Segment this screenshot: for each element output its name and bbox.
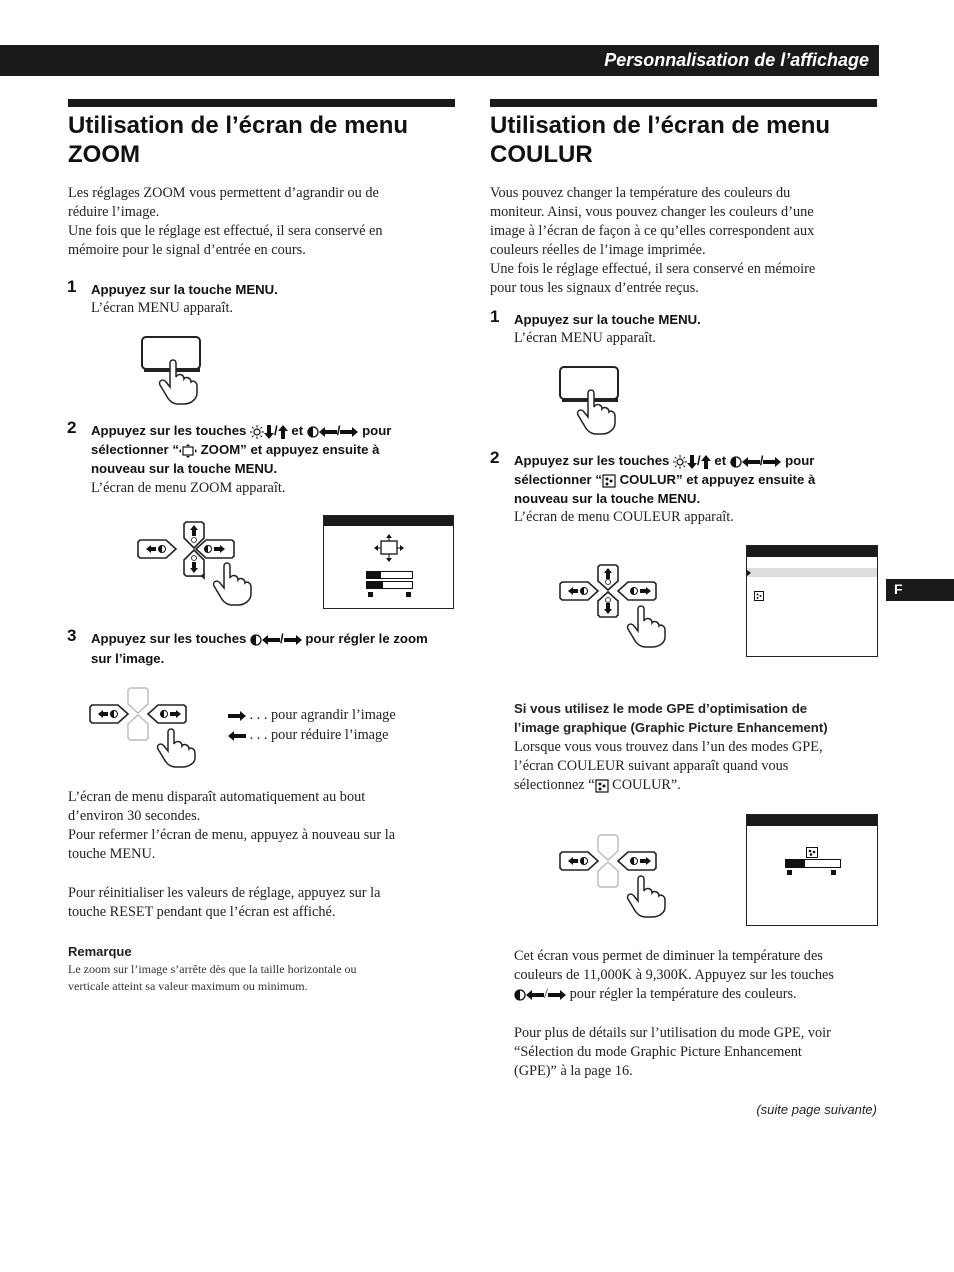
down-arrow-icon (687, 455, 697, 469)
text-line: Pour réinitialiser les valeurs de réglage, appuyez sur la (68, 885, 381, 901)
menu-button-illustration (130, 333, 210, 405)
text-line: Pour refermer l’écran de menu, appuyez à nouveau sur la (68, 827, 396, 843)
right-arrow-icon (284, 635, 302, 645)
step-text-part: pour régler le zoom (305, 631, 428, 646)
color-icon (595, 779, 609, 793)
step-text-part: / (274, 423, 278, 438)
text-line: (GPE)” à la page 16. (514, 1063, 633, 1079)
hand-pointer-icon (628, 606, 665, 647)
zoom-section-title: Utilisation de l’écran de menu ZOOM (68, 112, 409, 168)
hand-pointer-icon (214, 563, 251, 605)
text-line: verticale atteint sa valeur maximum ou minimum. (68, 979, 308, 993)
coulur-step2-line1 (514, 451, 814, 470)
control-pad-illustration (136, 520, 256, 608)
text-line: Lorsque vous vous trouvez dans l’un des modes GPE, (514, 739, 823, 755)
osd-title-bar (747, 815, 877, 826)
osd-title-bar (324, 516, 453, 526)
left-arrow-icon (319, 427, 337, 437)
step-text-part: et (291, 423, 304, 438)
step-text-part: pour (785, 453, 815, 468)
zoom-osd-screen (323, 515, 454, 609)
text-part: pour régler la température des couleurs. (569, 986, 797, 1002)
control-pad-left-right-illustration (558, 833, 673, 918)
contrast-icon (307, 426, 319, 438)
brightness-icon (673, 455, 687, 469)
legend-enlarge (228, 706, 396, 725)
contrast-icon (730, 456, 742, 468)
zoom-intro-line: Les réglages ZOOM vous permettent d’agrandir ou de (68, 185, 379, 201)
zoom-level-bar-1 (366, 571, 413, 579)
left-arrow-icon (228, 731, 246, 741)
osd-cursor-icon (747, 570, 751, 576)
zoom-step2-number: 2 (67, 418, 77, 437)
gpe-more (514, 1024, 831, 1081)
zoom-step2-line2 (91, 440, 379, 459)
text-line: Si vous utilisez le mode GPE d’optimisation de (514, 701, 808, 716)
color-icon (602, 474, 616, 488)
menu-button-illustration (550, 363, 630, 435)
coulur-step1-sub: L’écran MENU apparaît. (514, 330, 656, 346)
text-part: sélectionnez “ (514, 777, 595, 793)
text-line: / pour régler la température des couleurs. (514, 985, 834, 1004)
osd-right-arrow-icon (406, 592, 411, 597)
coulur-step2-number: 2 (490, 448, 500, 467)
text-line (514, 776, 823, 795)
step-text-part: sélectionner “ (91, 442, 179, 457)
osd-left-arrow-icon (787, 870, 792, 875)
coulur-step2-sub: L’écran de menu COULEUR apparaît. (514, 509, 734, 525)
step-text-part: / (336, 423, 341, 438)
text-line: l’image graphique (Graphic Picture Enhancement) (514, 720, 828, 735)
text-line: L’écran de menu disparaît automatiquement au bout (68, 789, 366, 805)
zoom-step1-text: Appuyez sur la touche MENU. (91, 282, 278, 297)
control-pad-left-right-illustration (88, 686, 203, 768)
text-line: pour tous les signaux d’entrée reçus. (490, 280, 699, 296)
color-icon (806, 847, 818, 858)
text-line: image à l’écran de façon à ce qu’elles correspondent aux (490, 223, 815, 239)
coulur-step2-line3: nouveau sur la touche MENU. (514, 491, 701, 506)
zoom-icon (374, 534, 404, 562)
text-line: Pour plus de détails sur l’utilisation du mode GPE, voir (514, 1025, 831, 1041)
coulur-section-title: Utilisation de l’écran de menu COULUR (490, 112, 831, 168)
coulur-osd-screen (746, 545, 878, 657)
step-text-part: sélectionner “ (514, 472, 602, 487)
right-arrow-icon (548, 990, 566, 1000)
step-text-part: / (759, 453, 764, 468)
header-title: Personnalisation de l’affichage (604, 50, 869, 70)
text-line: touche RESET pendant que l’écran est affiché. (68, 904, 336, 920)
zoom-intro (68, 184, 383, 260)
contrast-icon (250, 634, 262, 646)
coulur-step2-line2 (514, 470, 815, 489)
zoom-level-bar-2 (366, 581, 413, 589)
zoom-step2-sub: L’écran de menu ZOOM apparaît. (91, 480, 286, 496)
up-arrow-icon (701, 455, 711, 469)
step-text-part: / (697, 453, 701, 468)
text-line: l’écran COULEUR suivant apparaît quand vous (514, 758, 789, 774)
zoom-step2-line3: nouveau sur la touche MENU. (91, 461, 278, 476)
section-tab-label: F (894, 581, 903, 597)
up-arrow-icon (278, 425, 288, 439)
section-tab (886, 579, 954, 601)
zoom-reset-text (68, 884, 380, 922)
osd-right-arrow-icon (831, 870, 836, 875)
note-title: Remarque (68, 944, 132, 959)
zoom-section-rule (68, 99, 455, 107)
gpe-body (514, 738, 823, 795)
zoom-intro-line: mémoire pour le signal d’entrée en cours. (68, 242, 306, 258)
text-line: moniteur. Ainsi, vous pouvez changer les couleurs d’une (490, 204, 814, 220)
coulur-step1-text: Appuyez sur la touche MENU. (514, 312, 701, 327)
text-line: couleurs de 11,000K à 9,300K. Appuyez sur les touches (514, 967, 834, 983)
text-line: Le zoom sur l’image s’arrête dès que la taille horizontale ou (68, 962, 357, 976)
left-arrow-icon (742, 457, 760, 467)
color-temp-bar (785, 859, 841, 868)
gpe-title (514, 699, 828, 737)
coulur-intro (490, 184, 815, 298)
note-text (68, 961, 357, 995)
text-line: couleurs réelles de l’image imprimée. (490, 242, 706, 258)
text-line: d’environ 30 secondes. (68, 808, 201, 824)
step-text-part: / (280, 631, 284, 646)
hand-pointer-icon (158, 729, 195, 767)
zoom-outro (68, 788, 395, 864)
step-text-part: ZOOM” et appuyez ensuite à (200, 442, 380, 457)
left-arrow-icon (526, 990, 544, 1000)
step-text-part: Appuyez sur les touches (91, 631, 247, 646)
brightness-icon (250, 425, 264, 439)
legend-text: . . . pour réduire l’image (249, 727, 389, 743)
right-arrow-icon (763, 457, 781, 467)
right-arrow-icon (228, 711, 246, 721)
zoom-step3-number: 3 (67, 626, 77, 645)
step-text-part: Appuyez sur les touches (514, 453, 670, 468)
osd-title-bar (747, 546, 877, 557)
osd-selected-row (747, 568, 877, 577)
zoom-intro-line: Une fois que le réglage est effectué, il sera conservé en (68, 223, 383, 239)
text-line: Une fois le réglage effectué, il sera conservé en mémoire (490, 261, 816, 277)
color-icon (754, 591, 764, 601)
temp-body (514, 947, 834, 1004)
zoom-icon (179, 444, 197, 458)
left-arrow-icon (262, 635, 280, 645)
legend-text: . . . pour agrandir l’image (249, 707, 396, 723)
coulur-section-rule (490, 99, 877, 107)
step-text-part: et (714, 453, 727, 468)
continued-note: (suite page suivante) (756, 1102, 877, 1117)
zoom-step2-line1 (91, 421, 391, 440)
zoom-step1-sub: L’écran MENU apparaît. (91, 300, 233, 316)
text-line: Vous pouvez changer la température des couleurs du (490, 185, 791, 201)
zoom-step3-line1 (91, 629, 428, 648)
contrast-icon (514, 989, 526, 1001)
osd-left-arrow-icon (368, 592, 373, 597)
step-text-part: pour (362, 423, 392, 438)
text-part: COULUR”. (612, 777, 681, 793)
text-line: touche MENU. (68, 846, 156, 862)
zoom-step1-number: 1 (67, 277, 77, 296)
gpe-osd-screen (746, 814, 878, 926)
text-line: “Sélection du mode Graphic Picture Enhancement (514, 1044, 802, 1060)
step-text-part: Appuyez sur les touches (91, 423, 247, 438)
hand-pointer-icon (628, 876, 665, 917)
down-arrow-icon (264, 425, 274, 439)
text-line: Cet écran vous permet de diminuer la température des (514, 948, 823, 964)
legend-reduce (228, 726, 389, 745)
zoom-step3-line2: sur l’image. (91, 651, 165, 666)
control-pad-illustration (558, 563, 673, 648)
step-text-part: COULUR” et appuyez ensuite à (619, 472, 816, 487)
coulur-step1-number: 1 (490, 307, 500, 326)
zoom-intro-line: réduire l’image. (68, 204, 160, 220)
right-arrow-icon (340, 427, 358, 437)
